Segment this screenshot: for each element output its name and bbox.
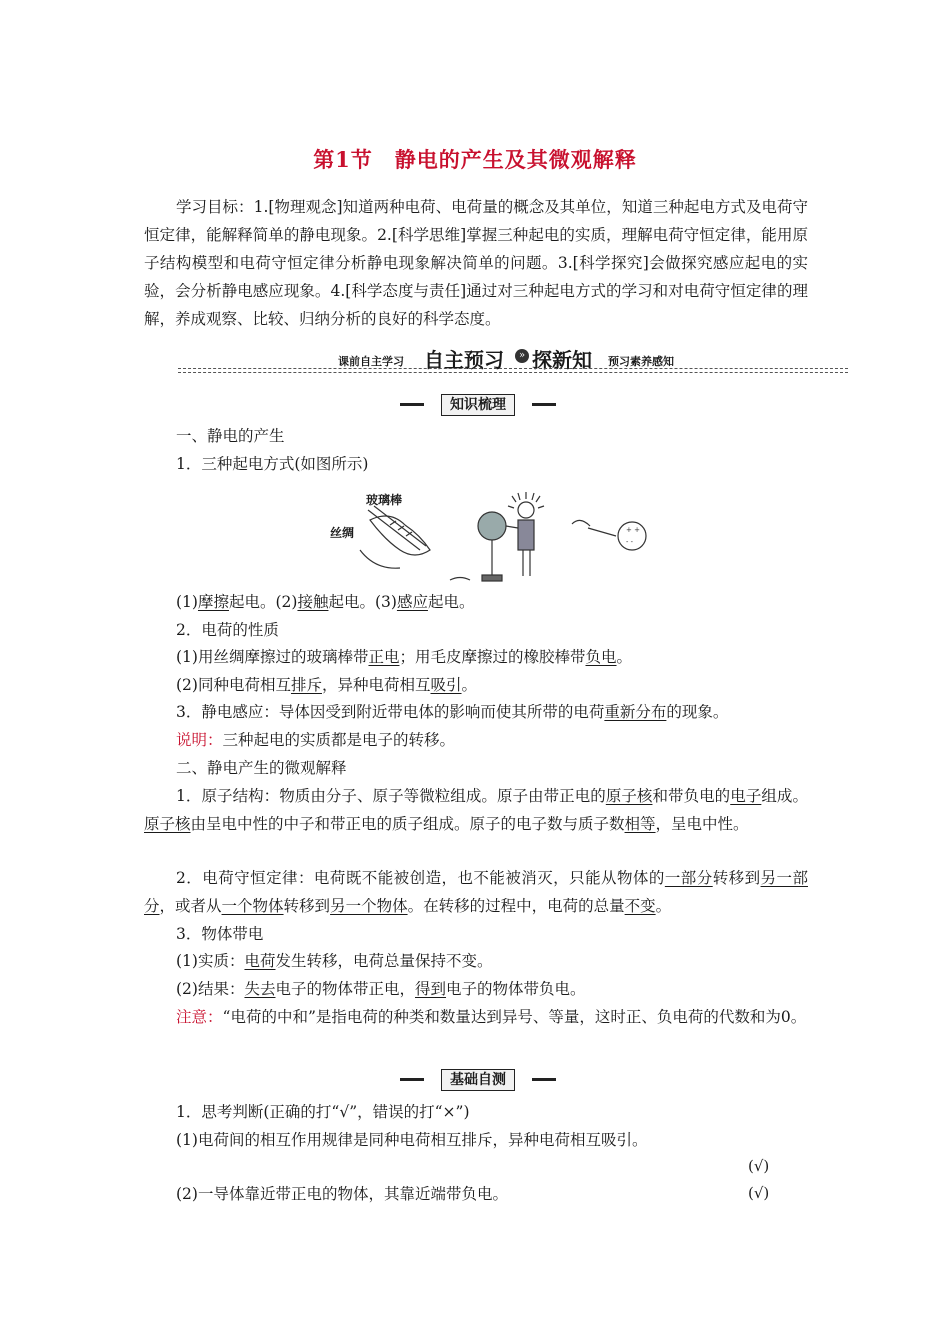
note-label: 说明： xyxy=(176,731,223,749)
banner-title-1: 自主预习 xyxy=(424,348,504,372)
friction-drawing xyxy=(360,506,430,568)
section1-heading: 一、静电的产生 xyxy=(176,427,285,445)
section2-item3: 3．物体带电 xyxy=(176,925,264,943)
test-item1: 1．思考判断(正确的打“√”，错误的打“×”) xyxy=(176,1103,470,1121)
arrow-icon: » xyxy=(515,349,529,363)
test-answer-1: (√) xyxy=(748,1157,770,1175)
section-tag-self-test: 基础自测 xyxy=(400,1069,556,1089)
charge-property-2: (2)同种电荷相互排斥，异种电荷相互吸引。 xyxy=(176,676,478,694)
test-answer-2: (√) xyxy=(748,1184,770,1202)
note-line: 说明：三种起电的实质都是电子的转移。 xyxy=(176,731,456,749)
electrostatic-induction: 3．静电感应：导体因受到附近带电体的影响而使其所带的电荷重新分布的现象。 xyxy=(176,703,729,721)
charging-methods-figure xyxy=(320,480,650,590)
svg-text:- -: - - xyxy=(626,538,633,546)
caution-label: 注意： xyxy=(176,1008,223,1026)
charging-essence: (1)实质：电荷发生转移，电荷总量保持不变。 xyxy=(176,952,493,970)
section-banner xyxy=(178,344,848,374)
page-title: 第1节 静电的产生及其微观解释 xyxy=(313,147,637,172)
banner-title-2: 探新知 xyxy=(532,348,592,372)
conservation-law: 2．电荷守恒定律：电荷既不能被创造，也不能被消灭，只能从物体的一部分转移到另一部分，或者从一个物体转移到另一个物体。在转移的过程中，电荷的总量不变。 xyxy=(144,869,808,915)
charging-methods: (1)摩擦起电。(2)接触起电。(3)感应起电。 xyxy=(176,593,475,611)
caution-paragraph: 注意：“电荷的中和”是指电荷的种类和数量达到异号、等量，这时正、负电荷的代数和为0。 xyxy=(176,1008,807,1026)
contact-drawing xyxy=(450,492,544,581)
test-question-1: (1)电荷间的相互作用规律是同种电荷相互排斥，异种电荷相互吸引。 xyxy=(176,1131,648,1149)
atom-structure: 1．原子结构：物质由分子、原子等微粒组成。原子由带正电的原子核和带负电的电子组成。原子核由呈电中性的中子和带正电的质子组成。原子的电子数与质子数相等，呈电中性。 xyxy=(144,787,808,833)
section2-heading: 二、静电产生的微观解释 xyxy=(176,759,347,777)
silk-label: 丝绸 xyxy=(330,526,355,540)
banner-left-label: 课前自主学习 xyxy=(338,355,404,368)
section-tag-knowledge: 知识梳理 xyxy=(400,394,556,414)
section1-item1: 1．三种起电方式(如图所示) xyxy=(176,455,369,473)
charging-result: (2)结果：失去电子的物体带正电，得到电子的物体带负电。 xyxy=(176,980,586,998)
svg-text:+ +: + + xyxy=(626,526,640,534)
induction-drawing xyxy=(572,520,646,550)
banner-right-label: 预习素养感知 xyxy=(608,355,674,368)
learning-objectives: 学习目标：1.[物理观念]知道两种电荷、电荷量的概念及其单位，知道三种起电方式及电荷守恒定律，能解释简单的静电现象。2.[科学思维]掌握三种起电的实质，理解电荷守恒定律，能用原子结构模型和电荷守恒定律分析静电现象解决简单的问题。3.[科学探究]会做探究感应起电的实验，会分析静电感应现象。4.[科学态度与责任]通过对三种起电方式的学习和对电荷守恒定律的理解，养成观察、比较、归纳分析的良好的科学态度。 xyxy=(144,198,808,328)
test-question-2: (2)一导体靠近带正电的物体，其靠近端带负电。 xyxy=(176,1185,508,1203)
section1-item2: 2．电荷的性质 xyxy=(176,621,279,639)
rod-label: 玻璃棒 xyxy=(366,493,403,507)
charge-property-1: (1)用丝绸摩擦过的玻璃棒带正电；用毛皮摩擦过的橡胶棒带负电。 xyxy=(176,648,633,666)
